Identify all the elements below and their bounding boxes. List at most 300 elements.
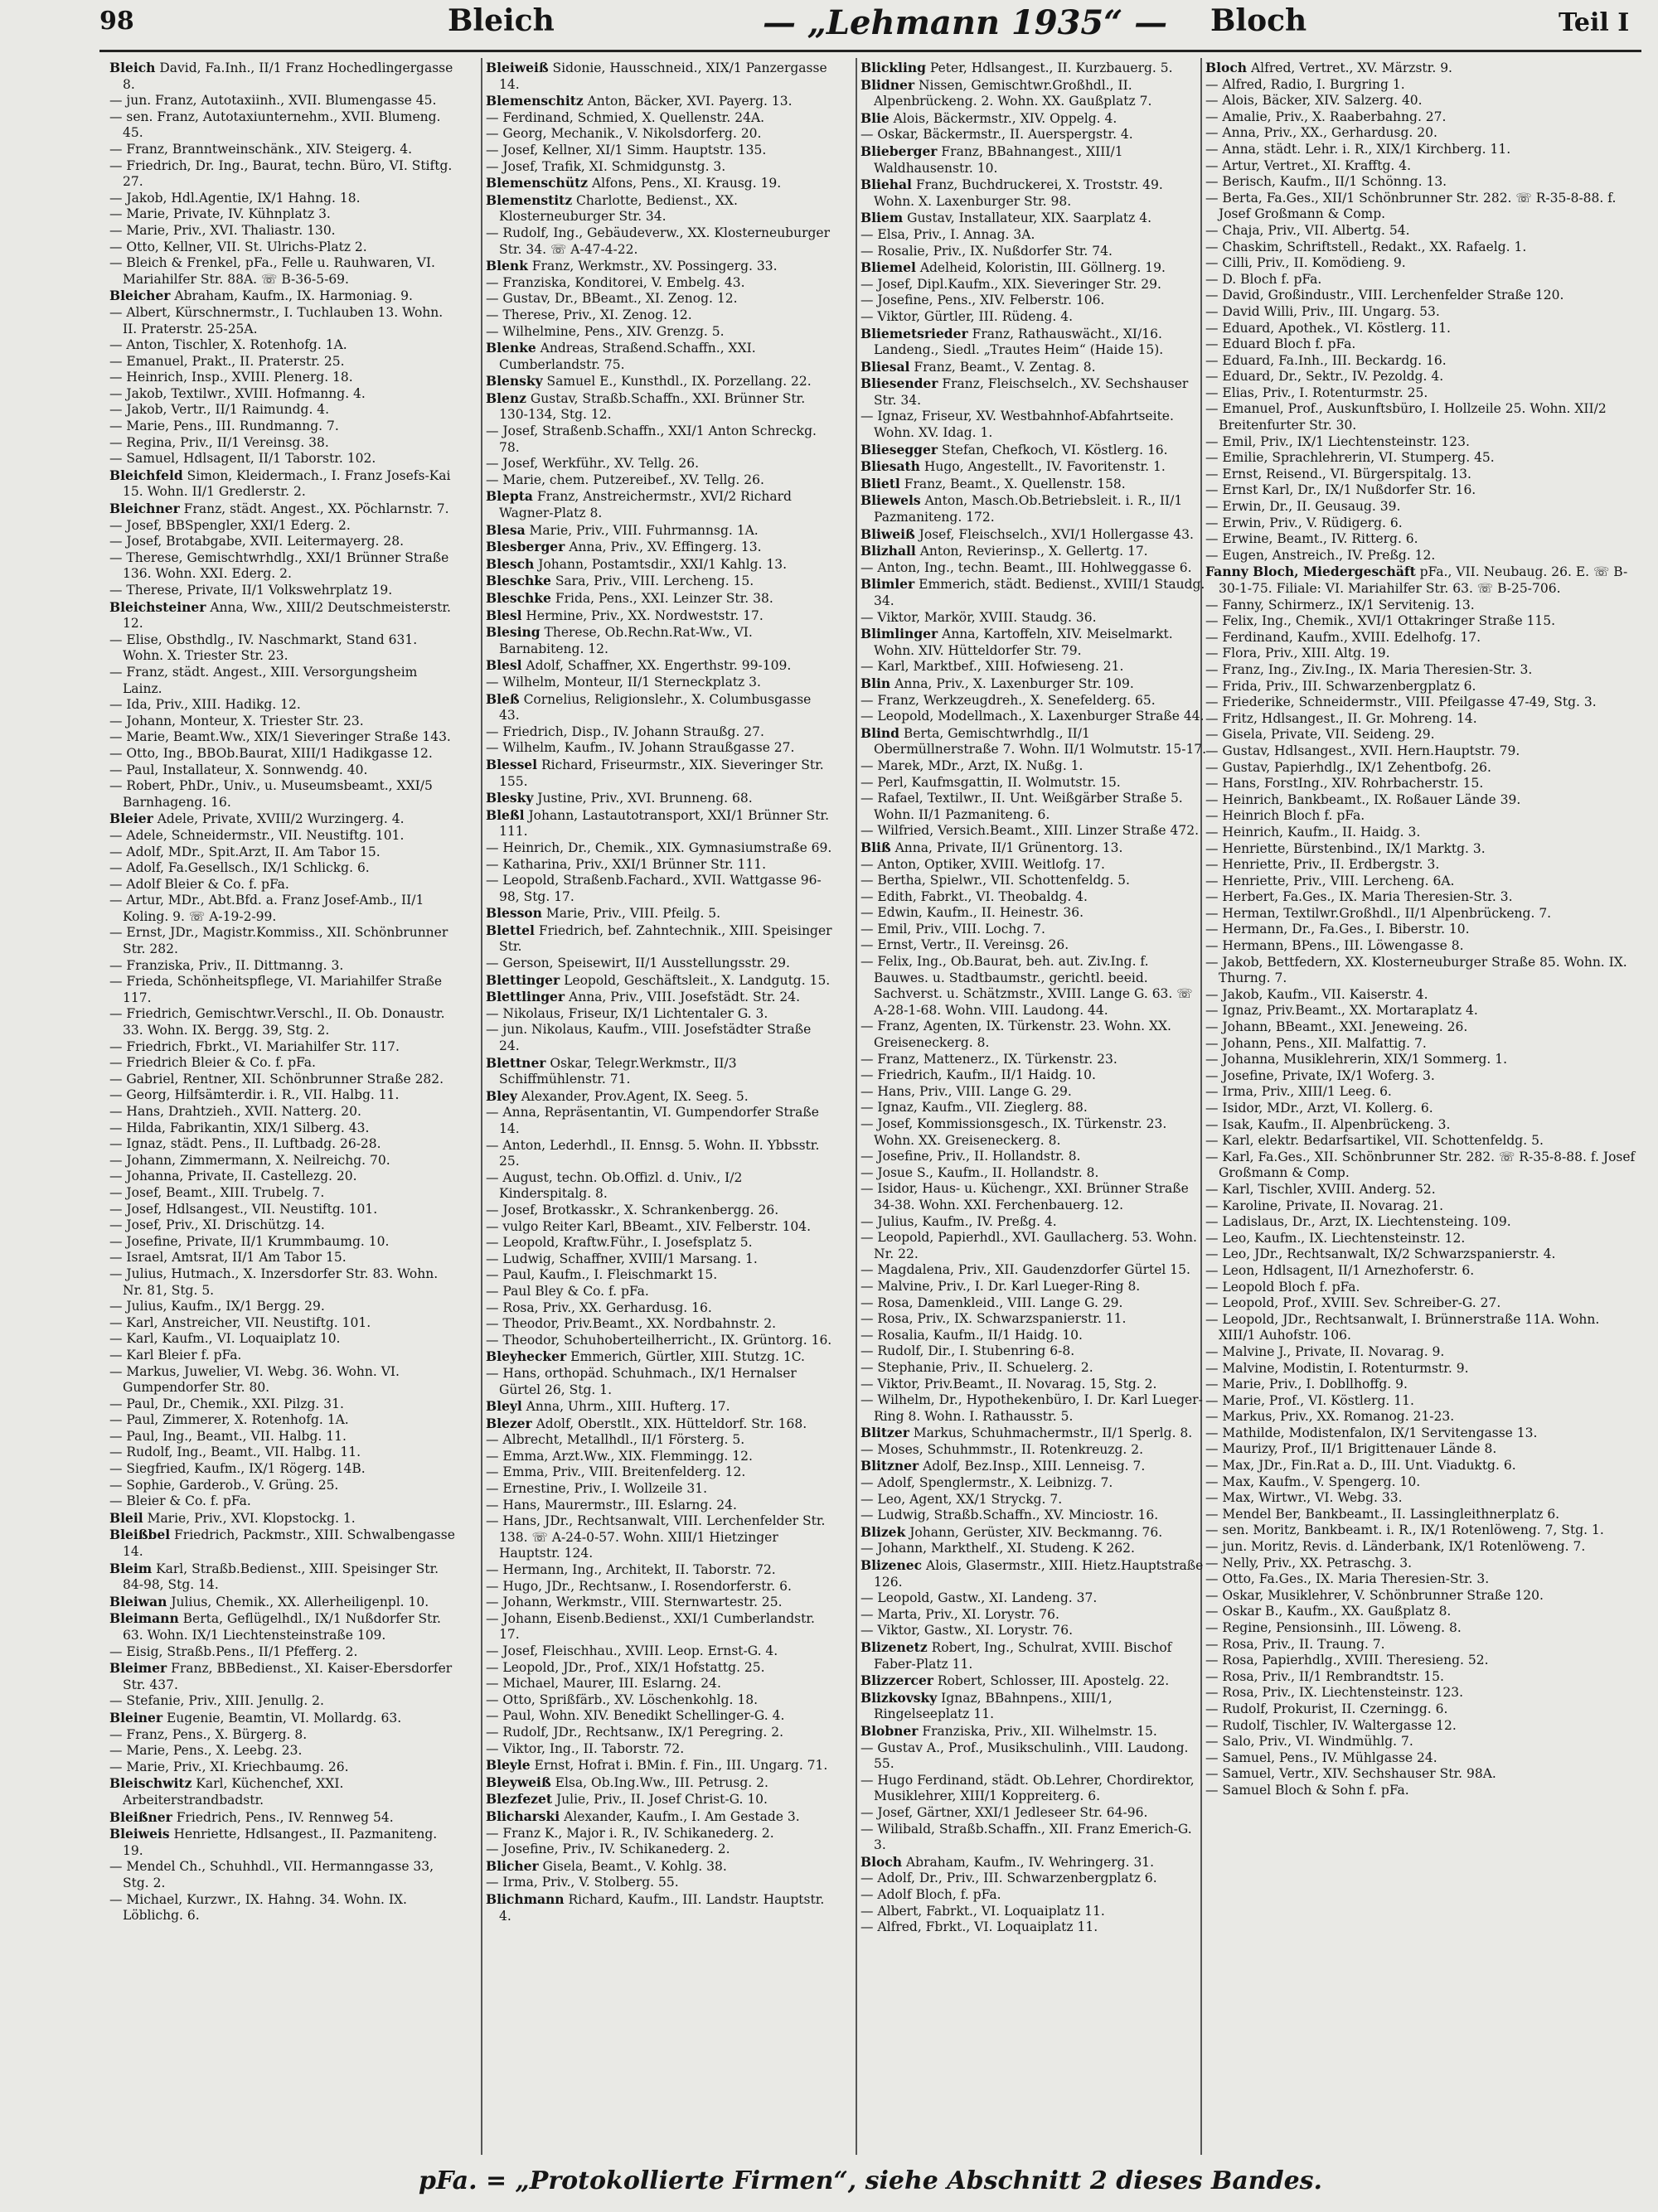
entry-text: Franz, Beamt., V. Zentag. 8. (909, 359, 1096, 375)
directory-entry (1205, 889, 1636, 906)
directory-entry (1205, 743, 1636, 760)
entry-text: Hugo, Angestellt., IV. Favoritenstr. 1. (919, 459, 1166, 475)
entry-text: — Adolf, MDr., Spit.Arzt, II. Am Tabor 15. (109, 844, 381, 859)
directory-entry (109, 1478, 456, 1494)
entry-text: — Ignaz, städt. Pens., II. Luftbadg. 26-28. (109, 1136, 381, 1152)
entry-text: — August, techn. Ob.Offizl. d. Univ., I/2 Kinderspitalg. 8. (486, 1169, 743, 1202)
directory-entry (486, 390, 832, 424)
entry-text: — Otto, Fa.Ges., IX. Maria Theresien-Str. 3. (1205, 1571, 1490, 1587)
directory-entry (861, 873, 1207, 889)
entry-text: — Adolf Bloch, f. pFa. (861, 1886, 1001, 1902)
directory-entry (109, 109, 456, 142)
entry-text: — Paul Bley & Co. f. pFa. (486, 1283, 649, 1299)
directory-entry (861, 110, 1207, 128)
directory-entry (109, 1104, 456, 1121)
directory-entry (861, 442, 1207, 459)
directory-entry (486, 424, 832, 456)
entry-text: — Malvine J., Private, II. Novarag. 9. (1205, 1343, 1445, 1359)
directory-entry (109, 1153, 456, 1169)
entry-text: Berta, Geflügelhdl., IX/1 Nußdorfer Str. 63. Wohn. IX/1 Liechtensteinstraße 109. (123, 1611, 441, 1643)
directory-entry (109, 697, 456, 714)
directory-entry (109, 1644, 456, 1661)
entry-text: — Chaja, Priv., VII. Albertg. 54. (1205, 222, 1410, 238)
entry-surname: Blickling (861, 60, 926, 75)
entry-text: Karl, Küchenchef, XXI. Arbeiterstrandbadstr. (123, 1776, 344, 1808)
entry-text: — Franz K., Major i. R., IV. Schikanederg. 2. (486, 1825, 774, 1841)
entry-text: Gustav, Installateur, XIX. Saarplatz 4. (903, 211, 1152, 226)
directory-entry (109, 665, 456, 697)
entry-text: Marie, Priv., VIII. Fuhrmannsg. 1A. (525, 522, 759, 538)
directory-entry (109, 1826, 456, 1859)
entry-text: Anton, Bäcker, XVI. Payerg. 13. (583, 94, 793, 109)
directory-entry (1205, 240, 1636, 256)
entry-text: — Emilie, Sprachlehrerin, VI. Stumperg. 45. (1205, 450, 1495, 466)
entry-text: Friedrich, Pens., IV. Rennweg 54. (172, 1809, 394, 1825)
directory-entry (486, 1708, 832, 1725)
column-divider (481, 58, 482, 2155)
directory-entry (1205, 1669, 1636, 1686)
entry-text: — Marie, Pens., X. Leebg. 23. (109, 1743, 303, 1759)
directory-entry (109, 1859, 456, 1891)
entry-text: — Hilda, Fabrikantin, XIX/1 Silberg. 43. (109, 1120, 370, 1135)
directory-entry (861, 1557, 1207, 1590)
entry-text: — Gustav, Hdlsangest., XVII. Hern.Hauptstr. 79. (1205, 743, 1520, 758)
directory-entry (1205, 272, 1636, 288)
entry-text: — Franziska, Priv., II. Dittmanng. 3. (109, 957, 344, 973)
entry-text: Franz, Buchdruckerei, X. Troststr. 49. Wohn. X. Laxenburger Str. 98. (874, 177, 1163, 209)
directory-entry (486, 1251, 832, 1268)
entry-text: — Johann, Zimmermann, X. Neilreichg. 70. (109, 1152, 390, 1168)
directory-entry (861, 1887, 1207, 1904)
directory-entry (861, 293, 1207, 309)
entry-text: — Markus, Juwelier, VI. Webg. 36. Wohn. VI. Gumpendorfer Str. 80. (109, 1363, 400, 1396)
entry-text: — Marie, chem. Putzereibef., XV. Tellg. 26. (486, 472, 764, 487)
directory-entry (109, 1299, 456, 1315)
directory-entry (486, 522, 832, 540)
directory-entry (861, 1442, 1207, 1459)
entry-text: — Fritz, Hdlsangest., II. Gr. Mohreng. 14. (1205, 710, 1477, 726)
directory-entry (861, 492, 1207, 525)
directory-entry (1205, 109, 1636, 126)
entry-text: — Leopold, Gastw., XI. Landeng. 37. (861, 1590, 1098, 1606)
directory-entry (109, 845, 456, 861)
entry-text: — Elise, Obsthdlg., IV. Naschmarkt, Stand 631. Wohn. X. Triester Str. 23. (109, 632, 418, 664)
column-1 (109, 60, 456, 2152)
directory-entry (486, 1348, 832, 1366)
directory-entry (861, 177, 1207, 210)
directory-entry (861, 675, 1207, 693)
directory-entry (1205, 776, 1636, 792)
directory-entry (486, 972, 832, 990)
entry-text: — Magdalena, Priv., XII. Gaudenzdorfer Gürtel 15. (861, 1262, 1190, 1278)
directory-entry (486, 1464, 832, 1481)
entry-text: — Hermann, Ing., Architekt, II. Taborstr. 72. (486, 1562, 776, 1578)
entry-text: — Michael, Kurzwr., IX. Hahng. 34. Wohn. IX. Löblichg. 6. (109, 1891, 407, 1924)
entry-text: — Fanny, Schirmerz., IX/1 Servitenig. 13. (1205, 597, 1475, 612)
directory-entry (1205, 1084, 1636, 1101)
entry-text: — Wilhelmine, Pens., XIV. Grenzg. 5. (486, 323, 725, 339)
directory-entry (1205, 630, 1636, 646)
entry-text: — Ernestine, Priv., I. Wollzeile 31. (486, 1481, 708, 1497)
entry-text: — Paul, Installateur, X. Sonnwendg. 40. (109, 762, 368, 777)
entry-surname: Blesson (486, 905, 542, 922)
entry-text: — Leopold, Modellmach., X. Laxenburger Straße 44. (861, 709, 1205, 724)
directory-entry (861, 1377, 1207, 1393)
entry-text: — Josefine, Private, IX/1 Woferg. 3. (1205, 1067, 1435, 1083)
entry-text: — Rudolf, Tischler, IV. Waltergasse 12. (1205, 1717, 1457, 1733)
directory-entry (1205, 695, 1636, 711)
entry-text: Emmerich, städt. Bedienst., XVIII/1 Staudg. 34. (874, 577, 1205, 608)
entry-text: Cornelius, Religionslehr., X. Columbusgasse 43. (499, 691, 812, 724)
entry-text: — Hans, ForstIng., XIV. Rohrbacherstr. 15. (1205, 776, 1484, 791)
directory-entry (486, 807, 832, 840)
directory-entry (486, 291, 832, 307)
directory-entry (109, 1710, 456, 1727)
entry-text: Anna, Ww., XIII/2 Deutschmeisterstr. 12. (123, 599, 451, 632)
entry-text: — Emanuel, Prof., Auskunftsbüro, I. Hollzeile 25. Wohn. XII/2 Breitenfurter Str. 30. (1205, 401, 1607, 433)
directory-entry (861, 1492, 1207, 1508)
directory-entry (1205, 1458, 1636, 1474)
entry-text: — Franz, Ing., Ziv.Ing., IX. Maria Theresien-Str. 3. (1205, 661, 1533, 677)
entry-text: — Ignaz, Friseur, XV. Westbahnhof-Abfahrtseite. Wohn. XV. Idag. 1. (861, 409, 1174, 441)
directory-entry (486, 857, 832, 874)
directory-entry (1205, 499, 1636, 515)
header-part-label: Teil I (1559, 8, 1630, 37)
directory-entry (109, 337, 456, 354)
directory-entry (1205, 1344, 1636, 1361)
entry-text: — Isak, Kaufm., II. Alpenbrückeng. 3. (1205, 1116, 1451, 1132)
entry-text: — Johanna, Private, II. Castellezg. 20. (109, 1169, 357, 1184)
directory-entry (1205, 1312, 1636, 1344)
entry-text: — Josef, Straßenb.Schaffn., XXI/1 Anton Schreckg. 78. (486, 424, 817, 455)
entry-text: — Emma, Priv., VIII. Breitenfelderg. 12. (486, 1464, 746, 1480)
entry-text: — Albert, Kürschnermstr., I. Tuchlauben 13. Wohn. II. Praterstr. 25-25A. (109, 304, 444, 336)
entry-text: Josef, Fleischselch., XVI/1 Hollergasse 43. (914, 526, 1194, 542)
directory-entry (486, 126, 832, 143)
directory-entry (861, 659, 1207, 675)
directory-entry (1205, 467, 1636, 483)
entry-text: — Sophie, Garderob., V. Grüng. 25. (109, 1477, 339, 1493)
directory-entry (109, 1775, 456, 1808)
entry-text: Elsa, Ob.Ing.Ww., III. Petrusg. 2. (550, 1774, 768, 1790)
entry-text: — Johanna, Musiklehrerin, XIX/1 Sommerg. 1. (1205, 1052, 1508, 1067)
entry-text: — Karl, elektr. Bedarfsartikel, VII. Schottenfeldg. 5. (1205, 1133, 1544, 1149)
directory-entry (1205, 938, 1636, 955)
directory-entry (109, 223, 456, 240)
directory-entry (861, 1052, 1207, 1068)
entry-text: — Emma, Arzt.Ww., XIX. Flemmingg. 12. (486, 1448, 753, 1464)
directory-entry (109, 1445, 456, 1461)
directory-entry (861, 60, 1207, 77)
directory-entry (861, 526, 1207, 544)
directory-entry (1205, 987, 1636, 1004)
entry-surname: Blind (861, 724, 899, 741)
entry-text: Stefan, Chefkoch, VI. Köstlerg. 16. (938, 442, 1168, 457)
entry-surname: Bliß (861, 839, 891, 855)
directory-entry (1205, 1441, 1636, 1458)
directory-entry (486, 539, 832, 556)
directory-entry (486, 1055, 832, 1088)
directory-entry (1205, 1182, 1636, 1198)
directory-entry (1205, 401, 1636, 433)
entry-text: — Eduard, Fa.Inh., III. Beckardg. 16. (1205, 352, 1447, 368)
entry-text: Frida, Pens., XXI. Leinzer Str. 38. (550, 591, 773, 606)
entry-text: — Paul, Zimmerer, X. Rotenhofg. 1A. (109, 1412, 349, 1428)
directory-entry (1205, 711, 1636, 728)
entry-surname: Bleich (109, 60, 156, 75)
entry-text: — Theodor, Priv.Beamt., XX. Nordbahnstr. 2. (486, 1316, 777, 1332)
directory-entry (109, 1348, 456, 1364)
entry-text: Peter, Hdlsangest., II. Kurzbauerg. 5. (925, 61, 1173, 75)
entry-text: — Stefanie, Priv., XIII. Jenullg. 2. (109, 1693, 324, 1709)
directory-entry (861, 1328, 1207, 1344)
entry-text: — Josef, Werkführ., XV. Tellg. 26. (486, 456, 699, 472)
entry-surname: Bliemel (861, 259, 916, 276)
entry-surname: Blettner (486, 1054, 546, 1071)
entry-text: — Hans, Priv., VIII. Lange G. 29. (861, 1083, 1072, 1099)
directory-entry (109, 1412, 456, 1429)
entry-surname: Bleier (109, 811, 153, 827)
directory-entry (109, 1510, 456, 1527)
entry-text: — Franz, städt. Angest., XIII. Versorgungsheim Lainz. (109, 664, 418, 696)
entry-surname: Bliem (861, 210, 904, 226)
directory-entry (861, 1019, 1207, 1051)
directory-entry (486, 624, 832, 657)
entry-text: — Paul, Dr., Chemik., XXI. Pilzg. 31. (109, 1396, 344, 1411)
directory-entry (1205, 174, 1636, 191)
entry-text: — Hermann, BPens., III. Löwengasse 8. (1205, 938, 1464, 954)
directory-entry (861, 1100, 1207, 1116)
directory-entry (486, 1416, 832, 1433)
directory-entry (861, 823, 1207, 840)
entry-text: — Regina, Priv., II/1 Vereinsg. 38. (109, 434, 329, 450)
column-3 (861, 60, 1207, 2152)
entry-text: — Emil, Priv., IX/1 Liechtensteinstr. 123. (1205, 433, 1470, 449)
entry-text: — Albrecht, Metallhdl., II/1 Försterg. 5. (486, 1432, 745, 1448)
entry-text: Justine, Priv., XVI. Brunneng. 68. (533, 791, 753, 806)
directory-entry (109, 1660, 456, 1693)
directory-entry (1205, 385, 1636, 402)
directory-entry (486, 60, 832, 93)
entry-text: Franz, Werkmstr., XV. Possingerg. 33. (527, 259, 778, 274)
entry-surname: Bliesal (861, 358, 910, 375)
directory-entry (109, 1169, 456, 1185)
entry-text: — Nikolaus, Friseur, IX/1 Lichtentaler G. 3. (486, 1005, 768, 1021)
entry-text: Franz, Beamt., X. Quellenstr. 158. (899, 476, 1126, 491)
entry-surname: Bliesath (861, 458, 920, 475)
entry-text: — Oskar, Musiklehrer, V. Schönbrunner Straße 120. (1205, 1587, 1544, 1603)
entry-text: — Wilfried, Versich.Beamt., XIII. Linzer Straße 472. (861, 823, 1200, 839)
directory-entry (109, 1217, 456, 1234)
directory-entry (109, 206, 456, 223)
entry-text: — Erwin, Priv., V. Rüdigerg. 6. (1205, 515, 1403, 530)
directory-entry (1205, 1231, 1636, 1247)
entry-text: — Erwine, Beamt., IV. Ritterg. 6. (1205, 531, 1418, 547)
directory-entry (486, 1826, 832, 1842)
directory-entry (486, 905, 832, 922)
directory-entry (861, 210, 1207, 227)
entry-text: — Franz, Mattenerz., IX. Türkenstr. 23. (861, 1051, 1117, 1067)
directory-entry (486, 1449, 832, 1465)
entry-text: — David, Großindustr., VIII. Lerchenfelder Straße 120. (1205, 288, 1564, 303)
directory-entry (486, 556, 832, 574)
entry-text: — Friedrich, Disp., IV. Johann Straußg. 27. (486, 724, 764, 739)
directory-entry (486, 143, 832, 159)
entry-surname: Blesberger (486, 539, 565, 555)
entry-text: — Rudolf, Dir., I. Stubenring 6-8. (861, 1343, 1075, 1359)
entry-surname: Bliehal (861, 177, 912, 193)
directory-entry (861, 709, 1207, 725)
entry-text: Franz, Rathauswächt., XI/16. Landeng., Siedl. „Trautes Heim“ (Haide 15). (874, 326, 1164, 358)
directory-entry (486, 1741, 832, 1758)
directory-entry (486, 1333, 832, 1349)
directory-entry (1205, 255, 1636, 272)
entry-text: — Rosa, Papierhdlg., XVIII. Theresieng. 52. (1205, 1653, 1489, 1668)
entry-text: — Herbert, Fa.Ges., IX. Maria Theresien-Str. 3. (1205, 889, 1513, 905)
entry-text: — Adolf Bleier & Co. f. pFa. (109, 876, 289, 892)
entry-text: — Wilibald, Straßb.Schaffn., XII. Franz Emerich-G. 3. (861, 1821, 1192, 1853)
entry-text: — Hans, JDr., Rechtsanwalt, VIII. Lerchenfelder Str. 138. ☏ A-24-0-57. Wohn. XIII/1 Hietzinger Hauptstr. 124. (486, 1513, 826, 1561)
entry-surname: Bleicher (109, 288, 171, 304)
entry-text: Leopold, Geschäftsleit., X. Landgutg. 15. (560, 972, 831, 988)
entry-text: — Elias, Priv., I. Rotenturmstr. 25. (1205, 385, 1428, 400)
entry-text: — Rudolf, JDr., Rechtsanw., IX/1 Peregring. 2. (486, 1724, 784, 1740)
entry-surname: Bliesegger (861, 441, 938, 457)
entry-text: Adolf, Bez.Insp., XIII. Lenneisg. 7. (919, 1459, 1146, 1474)
entry-text: — Josef, Brotabgabe, XVII. Leitermayerg. 28. (109, 534, 405, 549)
directory-entry (486, 110, 832, 127)
directory-entry (861, 758, 1207, 775)
entry-text: — Samuel, Hdlsagent, II/1 Taborstr. 102. (109, 451, 376, 467)
entry-text: — Stephanie, Priv., II. Schuelerg. 2. (861, 1359, 1093, 1375)
directory-entry (486, 1022, 832, 1054)
directory-entry (861, 1919, 1207, 1936)
directory-entry (486, 1235, 832, 1251)
directory-entry (1205, 1718, 1636, 1735)
entry-text: — Ladislaus, Dr., Arzt, IX. Liechtensteing. 109. (1205, 1214, 1511, 1230)
entry-text: — Marta, Priv., XI. Lorystr. 76. (861, 1606, 1059, 1622)
directory-entry (1205, 727, 1636, 743)
directory-entry (486, 324, 832, 341)
directory-entry (109, 402, 456, 419)
directory-entry (1205, 1019, 1636, 1036)
directory-entry (486, 657, 832, 675)
entry-text: — Anna, Repräsentantin, VI. Gumpendorfer Straße 14. (486, 1105, 819, 1136)
entry-text: Alfred, Vertret., XV. Märzstr. 9. (1247, 61, 1452, 75)
entry-text: — Karl, Fa.Ges., XII. Schönbrunner Str. 282. ☏ R-35-8-88. f. Josef Großmann & Comp. (1205, 1149, 1636, 1181)
directory-entry (1205, 1280, 1636, 1296)
entry-text: Adolf, Schaffner, XX. Engerthstr. 99-109. (521, 658, 792, 674)
directory-entry (1205, 1539, 1636, 1556)
directory-entry (861, 1822, 1207, 1854)
directory-entry (861, 77, 1207, 110)
entry-surname: Blimlinger (861, 626, 938, 642)
entry-text: — Marie, Private, IV. Kühnplatz 3. (109, 206, 331, 222)
entry-text: — vulgo Reiter Karl, BBeamt., XIV. Felberstr. 104. (486, 1218, 812, 1234)
directory-entry (861, 1343, 1207, 1360)
entry-text: — Heinrich, Bankbeamt., IX. Roßauer Lände 39. (1205, 791, 1521, 807)
entry-text: — Theodor, Schuhoberteilherricht., IX. Grüntorg. 16. (486, 1332, 832, 1348)
entry-text: — Nelly, Priv., XX. Petraschg. 3. (1205, 1555, 1413, 1571)
entry-text: — Ernst, Vertr., II. Vereinsg. 26. (861, 937, 1069, 953)
entry-text: — Leo, JDr., Rechtsanwalt, IX/2 Schwarzspanierstr. 4. (1205, 1246, 1556, 1262)
directory-entry (1205, 1750, 1636, 1767)
directory-entry (109, 811, 456, 828)
entry-text: Adolf, Oberstlt., XIX. Hütteldorf. Str. 168. (531, 1416, 807, 1431)
entry-text: — Ida, Priv., XIII. Hadikg. 12. (109, 697, 301, 713)
directory-entry (486, 840, 832, 857)
directory-entry (861, 277, 1207, 293)
entry-text: — Frieda, Schönheitspflege, VI. Mariahilfer Straße 117. (109, 974, 443, 1005)
directory-entry (1205, 792, 1636, 809)
entry-text: — Gustav, Papierhdlg., IX/1 Zehentbofg. 26. (1205, 759, 1491, 775)
directory-entry (109, 60, 456, 93)
entry-text: — Johann, Eisenb.Bedienst., XXI/1 Cumberlandstr. 17. (486, 1610, 815, 1643)
entry-text: — Moses, Schuhmmstr., II. Rotenkreuzg. 2. (861, 1441, 1144, 1457)
directory-entry (861, 1149, 1207, 1165)
directory-entry (1205, 1474, 1636, 1491)
entry-text: — Hermann, Dr., Fa.Ges., I. Biberstr. 10. (1205, 922, 1470, 937)
entry-text: — Eduard Bloch f. pFa. (1205, 336, 1356, 352)
entry-surname: Bleischwitz (109, 1775, 192, 1792)
directory-entry (109, 1072, 456, 1088)
directory-entry (109, 354, 456, 370)
entry-text: — jun. Nikolaus, Kaufm., VIII. Josefstädter Straße 24. (486, 1022, 812, 1054)
entry-surname: Bley (486, 1087, 517, 1104)
directory-entry (1205, 1522, 1636, 1539)
directory-entry (109, 1364, 456, 1396)
directory-entry (486, 1875, 832, 1891)
entry-text: — Ignaz, Kaufm., VII. Zieglerg. 88. (861, 1100, 1088, 1116)
directory-entry (109, 1493, 456, 1510)
entry-text: — Karl, Marktbef., XIII. Hofwieseng. 21. (861, 659, 1124, 675)
directory-entry (1205, 874, 1636, 890)
directory-entry (109, 1185, 456, 1202)
directory-entry (861, 476, 1207, 493)
entry-surname: Blesch (486, 555, 535, 572)
entry-text: — Eduard, Dr., Sektr., IV. Pezoldg. 4. (1205, 369, 1444, 385)
entry-surname: Blemenschitz (486, 93, 584, 109)
entry-text: Alfons, Pens., XI. Krausg. 19. (588, 176, 782, 191)
directory-entry (1205, 515, 1636, 532)
directory-entry (109, 1892, 456, 1924)
directory-entry (109, 1429, 456, 1445)
directory-entry (861, 889, 1207, 906)
directory-entry (486, 1219, 832, 1236)
entry-text: — Leopold Bloch f. pFa. (1205, 1279, 1360, 1295)
directory-entry (861, 227, 1207, 244)
entry-text: — Rosa, Priv., II. Traung. 7. (1205, 1636, 1385, 1652)
directory-entry (486, 1105, 832, 1137)
directory-entry (861, 309, 1207, 326)
entry-text: — Friederike, Schneidermstr., VIII. Pfeilgasse 47-49, Stg. 3. (1205, 695, 1597, 710)
entry-text: Franz, BBBedienst., XI. Kaiser-Ebersdorfer Str. 437. (123, 1661, 453, 1692)
entry-surname: Blezer (486, 1415, 532, 1431)
directory-entry (486, 675, 832, 691)
directory-entry (861, 1067, 1207, 1084)
directory-entry (486, 573, 832, 590)
directory-entry (861, 1690, 1207, 1723)
entry-text: — Berta, Fa.Ges., XII/1 Schönbrunner Str. 282. ☏ R-35-8-88. f. Josef Großmann & Comp. (1205, 190, 1617, 222)
entry-surname: Blie (861, 109, 890, 126)
entry-text: Richard, Kaufm., III. Landstr. Hauptstr. 4. (499, 1891, 825, 1924)
directory-entry (861, 1360, 1207, 1377)
entry-text: — Ferdinand, Schmied, X. Quellenstr. 24A. (486, 109, 765, 125)
entry-text: — Israel, Amtsrat, II/1 Am Tabor 15. (109, 1250, 347, 1266)
entry-text: — Karl, Tischler, XVIII. Anderg. 52. (1205, 1181, 1436, 1197)
directory-entry (109, 1055, 456, 1072)
directory-entry (1205, 1556, 1636, 1572)
